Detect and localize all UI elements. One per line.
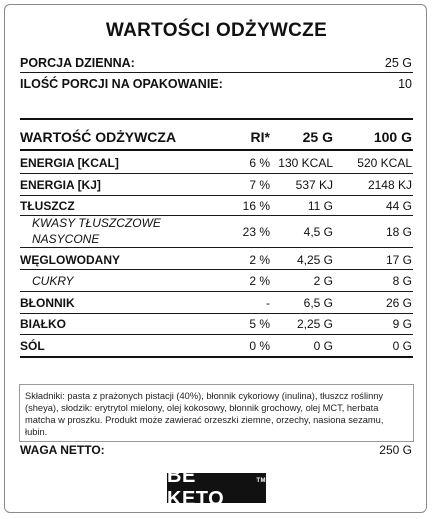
be-keto-logo xyxy=(167,465,266,510)
row-ri: 5 % xyxy=(249,317,270,331)
divider xyxy=(20,313,413,314)
portions-value: 10 xyxy=(398,77,412,91)
divider xyxy=(20,195,413,196)
divider xyxy=(20,334,413,335)
row-ri: - xyxy=(266,296,270,310)
row-ri: 0 % xyxy=(249,339,270,353)
row-name: ENERGIA [KCAL] xyxy=(20,156,119,170)
row-name: TŁUSZCZ xyxy=(20,199,75,213)
divider xyxy=(20,149,413,151)
net-weight-label: WAGA NETTO: xyxy=(20,443,105,457)
row-25g: 2,25 G xyxy=(296,317,333,331)
row-ri: 16 % xyxy=(242,199,270,213)
table-row xyxy=(20,216,413,250)
divider xyxy=(20,173,413,174)
divider xyxy=(20,247,413,248)
row-name: CUKRY xyxy=(32,274,74,288)
row-100g: 520 KCAL xyxy=(357,156,412,170)
portions-label: ILOŚĆ PORCJI NA OPAKOWANIE: xyxy=(20,77,223,91)
net-weight-value: 250 G xyxy=(379,443,412,457)
row-100g: 18 G xyxy=(385,225,412,239)
divider xyxy=(20,269,413,270)
divider xyxy=(20,118,413,120)
row-25g: 537 KJ xyxy=(295,178,333,192)
row-100g: 44 G xyxy=(385,199,412,213)
row-ri: 2 % xyxy=(249,253,270,267)
portions-row xyxy=(20,77,412,91)
row-ri: 23 % xyxy=(242,225,270,239)
row-name: WĘGLOWODANY xyxy=(20,253,120,267)
divider xyxy=(20,291,413,292)
daily-portion-label: PORCJA DZIENNA: xyxy=(20,56,135,70)
logo-trademark: TM xyxy=(256,478,266,484)
row-25g: 11 G xyxy=(307,199,333,213)
row-name: BIAŁKO xyxy=(20,317,66,331)
row-25g: 2 G xyxy=(313,274,333,288)
row-ri: 2 % xyxy=(249,274,270,288)
row-ri: 7 % xyxy=(249,178,270,192)
row-25g: 130 KCAL xyxy=(278,156,333,170)
row-25g: 0 G xyxy=(313,339,333,353)
row-100g: 26 G xyxy=(385,296,412,310)
header-name: WARTOŚĆ ODŻYWCZA xyxy=(20,129,177,145)
row-100g: 0 G xyxy=(392,339,412,353)
row-100g: 8 G xyxy=(392,274,412,288)
row-name: ENERGIA [KJ] xyxy=(20,178,101,192)
row-100g: 9 G xyxy=(392,317,412,331)
header-25g: 25 G xyxy=(302,129,333,145)
row-name-line1: KWASY TŁUSZCZOWE xyxy=(32,216,161,230)
header-100g: 100 G xyxy=(373,129,412,145)
row-25g: 6,5 G xyxy=(303,296,333,310)
row-name-line2: NASYCONE xyxy=(32,232,100,246)
logo-text: BE KETO xyxy=(167,465,225,510)
label-title: WARTOŚCI ODŻYWCZE xyxy=(105,20,328,41)
row-name: BŁONNIK xyxy=(20,296,75,310)
row-25g: 4,5 G xyxy=(303,225,333,239)
row-100g: 2148 KJ xyxy=(367,178,412,192)
ingredients-box: Składniki: pasta z prażonych pistacji (40%), błonnik cykoriowy (inulina), tłuszcz roślinny (sheya), słodzik: erytrytol mielony, olej kokosowy, błonnik grochowy, olej MCT, herbata matcha w proszku. Produkt może zawierać orzeszki ziemne, orzechy, nasiona sezamu, łubin. xyxy=(19,384,414,442)
row-100g: 17 G xyxy=(385,253,412,267)
row-25g: 4,25 G xyxy=(296,253,333,267)
header-ri: RI* xyxy=(250,129,270,145)
row-ri: 6 % xyxy=(249,156,270,170)
divider xyxy=(20,72,413,73)
daily-portion-row xyxy=(20,56,412,70)
daily-portion-value: 25 G xyxy=(384,56,412,70)
row-name: SÓL xyxy=(20,339,45,353)
divider xyxy=(20,356,413,358)
